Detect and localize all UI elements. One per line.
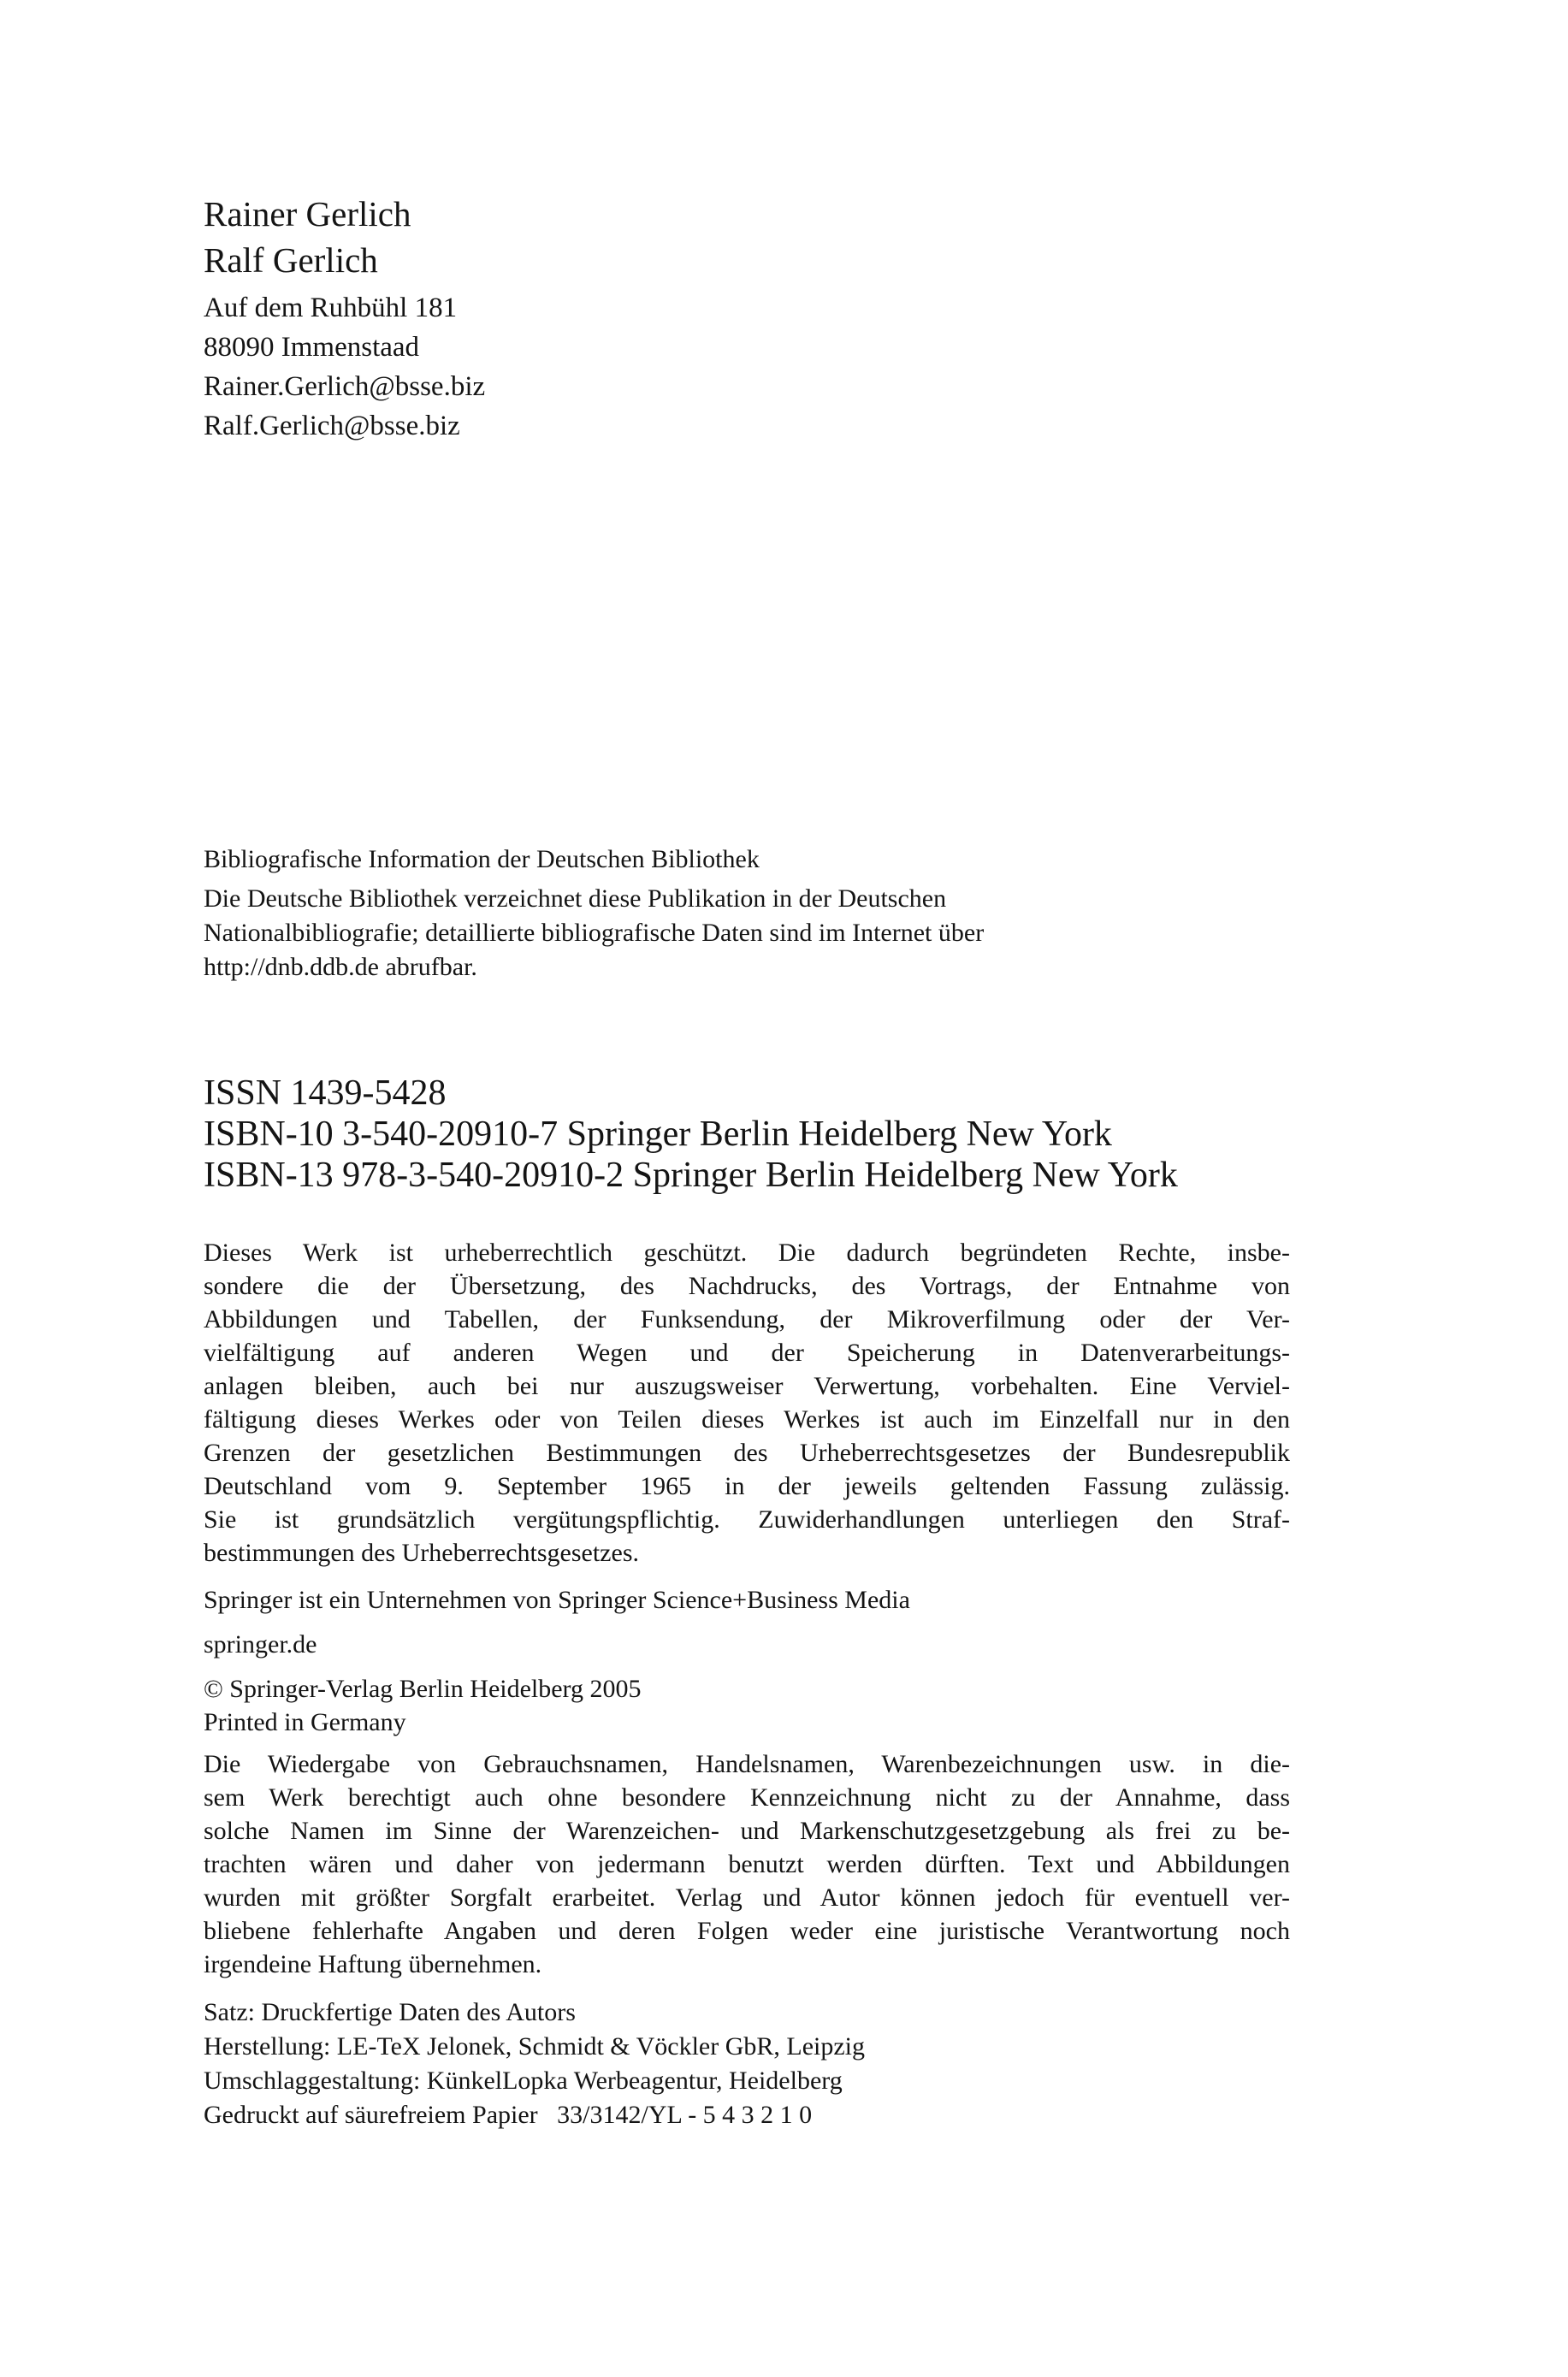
production-cover-design: Umschlaggestaltung: KünkelLopka Werbeagentur, Heidelberg [204,2067,843,2095]
production-manufacturing: Herstellung: LE-TeX Jelonek, Schmidt & Vöckler GbR, Leipzig [204,2032,866,2061]
trademark-notice-line: solche Namen im Sinne der Warenzeichen- und Markenschutzgesetzgebung als frei zu be- [204,1817,1290,1845]
author-name: Ralf Gerlich [204,240,378,280]
bibliography-line: Die Deutsche Bibliothek verzeichnet diese Publikation in der Deutschen [204,884,947,913]
copyright-notice-line: Deutschland vom 9. September 1965 in der jeweils geltenden Fassung zulässig. [204,1472,1290,1500]
copyright-notice-line: Grenzen der gesetzlichen Bestimmungen des Urheberrechtsgesetzes der Bundesrepublik [204,1439,1290,1467]
isbn-10: ISBN-10 3-540-20910-7 Springer Berlin Heidelberg New York [204,1115,1112,1154]
printed-in: Printed in Germany [204,1708,406,1736]
copyright-notice-line: vielfältigung auf anderen Wegen und der Speicherung in Datenverarbeitungs- [204,1339,1290,1367]
copyright-notice-line: Sie ist grundsätzlich vergütungspflichtig. Zuwiderhandlungen unterliegen den Straf- [204,1505,1290,1534]
copyright-notice-line: anlagen bleiben, auch bei nur auszugsweiser Verwertung, vorbehalten. Eine Verviel- [204,1372,1290,1400]
production-printing: Gedruckt auf säurefreiem Papier 33/3142/YL - 5 4 3 2 1 0 [204,2101,813,2129]
copyright-notice-line: fältigung dieses Werkes oder von Teilen dieses Werkes ist auch im Einzelfall nur in den [204,1405,1290,1434]
publisher-company: Springer ist ein Unternehmen von Springer Science+Business Media [204,1586,910,1614]
copyright-page [204,0,1290,2377]
copyright-notice-line: Abbildungen und Tabellen, der Funksendung, der Mikroverfilmung oder der Ver- [204,1305,1290,1333]
author-email-link[interactable]: Ralf.Gerlich@bsse.biz [204,411,460,441]
bibliography-heading: Bibliografische Information der Deutschen Bibliothek [204,845,760,873]
copyright-notice-line: sondere die der Übersetzung, des Nachdrucks, des Vortrags, der Entnahme von [204,1272,1290,1300]
issn: ISSN 1439-5428 [204,1073,447,1113]
publisher-copyright: © Springer-Verlag Berlin Heidelberg 2005 [204,1675,642,1703]
production-typesetting: Satz: Druckfertige Daten des Autors [204,1998,576,2026]
isbn-13: ISBN-13 978-3-540-20910-2 Springer Berlin Heidelberg New York [204,1156,1178,1195]
bibliography-line: Nationalbibliografie; detaillierte bibliografische Daten sind im Internet über [204,919,985,947]
author-name: Rainer Gerlich [204,194,411,234]
author-city: 88090 Immenstaad [204,332,420,363]
trademark-notice-line: sem Werk berechtigt auch ohne besondere Kennzeichnung nicht zu der Annahme, dass [204,1783,1290,1812]
author-email-link[interactable]: Rainer.Gerlich@bsse.biz [204,371,486,402]
trademark-notice-line: wurden mit größter Sorgfalt erarbeitet. Verlag und Autor können jedoch für eventuell ver- [204,1883,1290,1912]
trademark-notice-line: Die Wiedergabe von Gebrauchsnamen, Handelsnamen, Warenbezeichnungen usw. in die- [204,1750,1290,1778]
trademark-notice-line: trachten wären und daher von jedermann benutzt werden dürften. Text und Abbildungen [204,1850,1290,1878]
bibliography-url: http://dnb.ddb.de abrufbar. [204,953,477,981]
copyright-notice-line: Dieses Werk ist urheberrechtlich geschützt. Die dadurch begründeten Rechte, insbe- [204,1239,1290,1267]
trademark-notice-line: irgendeine Haftung übernehmen. [204,1950,542,1978]
trademark-notice-line: bliebene fehlerhafte Angaben und deren Folgen weder eine juristische Verantwortung noch [204,1917,1290,1945]
copyright-notice-line: bestimmungen des Urheberrechtsgesetzes. [204,1539,639,1567]
author-street: Auf dem Ruhbühl 181 [204,293,458,323]
publisher-website: springer.de [204,1630,317,1659]
